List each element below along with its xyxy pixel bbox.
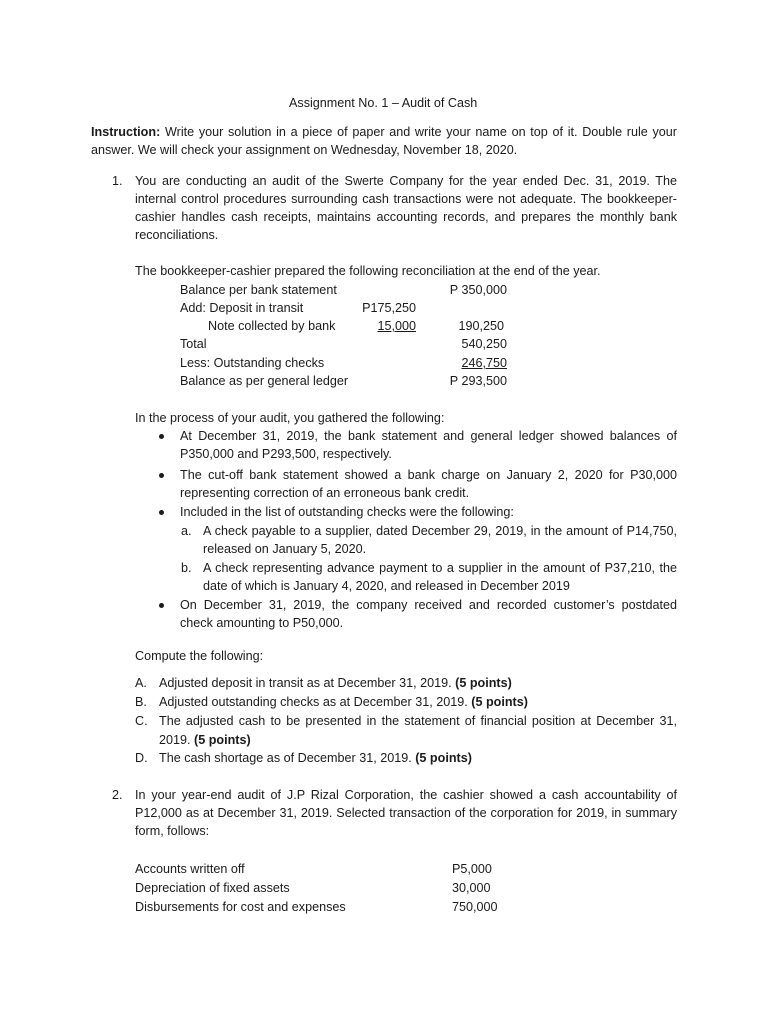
compute-item-text: Adjusted outstanding checks as at December 31, 2019.: [159, 695, 468, 709]
instruction-line-2: answer. We will check your assignment on Wednesday, November 18, 2020.: [91, 143, 518, 157]
bullet-1-line-2: P350,000 and P293,500, respectively.: [180, 447, 392, 461]
recon-amount: 540,250: [461, 337, 507, 351]
instruction-line-1: [91, 123, 677, 142]
points-label: (5 points): [471, 695, 528, 709]
q1-para-line-2: internal control procedures surrounding cash transactions were not adequate. The bookkeeper-: [135, 192, 677, 206]
points-label: (5 points): [455, 676, 512, 690]
recon-subamount: 15,000: [377, 319, 416, 333]
sub-item-a-line-2: released on January 5, 2020.: [203, 542, 367, 556]
compute-letter: C.: [135, 714, 148, 728]
q2-item-amount: 30,000: [452, 881, 491, 895]
recon-label: Add: Deposit in transit: [180, 301, 304, 315]
q1-para-line-3: cashier handles cash receipts, maintains accounting records, and prepares the monthly bank: [135, 210, 677, 224]
page-title: Assignment No. 1 – Audit of Cash: [289, 96, 478, 110]
recon-amount: P 350,000: [449, 283, 507, 297]
bullet-icon: [159, 434, 164, 439]
sub-item-b-line-2: date of which is January 4, 2020, and released in December 2019: [203, 579, 570, 593]
bullet-3-line-1: Included in the list of outstanding checks were the following:: [180, 505, 514, 519]
compute-item-c-line-2: [159, 731, 251, 750]
question-2-number: 2.: [112, 788, 123, 802]
q2-para-line-3: form, follows:: [135, 824, 210, 838]
gathered-intro: In the process of your audit, you gathered the following:: [135, 411, 445, 425]
bullet-4-line-1: On December 31, 2019, the company received and recorded customer’s postdated: [180, 598, 677, 612]
compute-letter: B.: [135, 695, 147, 709]
bullet-icon: [159, 510, 164, 515]
q1-para-line-4: reconciliations.: [135, 228, 219, 242]
compute-item-c-line-1: The adjusted cash to be presented in the statement of financial position at December 31,: [159, 714, 677, 728]
compute-item-text: Adjusted deposit in transit as at December 31, 2019.: [159, 676, 452, 690]
compute-item-d: [159, 749, 472, 768]
q2-item-amount: 750,000: [452, 900, 498, 914]
points-label: (5 points): [415, 751, 472, 765]
question-1-number: 1.: [112, 174, 123, 188]
q2-item-label: Disbursements for cost and expenses: [135, 900, 346, 914]
instruction-label: Instruction:: [91, 125, 161, 139]
recon-subamount: P175,250: [362, 301, 416, 315]
bullet-icon: [159, 603, 164, 608]
points-label: (5 points): [194, 733, 251, 747]
compute-item-text: 2019.: [159, 733, 191, 747]
q2-item-amount: P5,000: [452, 862, 492, 876]
bullet-4-line-2: check amounting to P50,000.: [180, 616, 344, 630]
sub-item-a-line-1: A check payable to a supplier, dated December 29, 2019, in the amount of P14,750,: [203, 524, 677, 538]
compute-item-text: The cash shortage as of December 31, 2019.: [159, 751, 412, 765]
bullet-1-line-1: At December 31, 2019, the bank statement and general ledger showed balances of: [180, 429, 677, 443]
compute-letter: D.: [135, 751, 148, 765]
recon-label: Balance as per general ledger: [180, 374, 349, 388]
recon-amount: 190,250: [458, 319, 504, 333]
recon-label: Total: [180, 337, 207, 351]
recon-intro: The bookkeeper-cashier prepared the following reconciliation at the end of the year.: [135, 264, 601, 278]
q2-para-line-1: In your year-end audit of J.P Rizal Corporation, the cashier showed a cash accountability of: [135, 788, 677, 802]
q1-para-line-1: You are conducting an audit of the Swerte Company for the year ended Dec. 31, 2019. The: [135, 174, 677, 188]
recon-amount: 246,750: [461, 356, 507, 370]
compute-intro: Compute the following:: [135, 649, 264, 663]
compute-item-a: [159, 674, 512, 693]
q2-item-label: Accounts written off: [135, 862, 245, 876]
sub-item-letter: a.: [181, 524, 192, 538]
sub-item-letter: b.: [181, 561, 192, 575]
compute-letter: A.: [135, 676, 147, 690]
recon-label: Less: Outstanding checks: [180, 356, 325, 370]
recon-label: Note collected by bank: [208, 319, 336, 333]
sub-item-b-line-1: A check representing advance payment to a supplier in the amount of P37,210, the: [203, 561, 677, 575]
q2-para-line-2: P12,000 as at December 31, 2019. Selected transaction of the corporation for 2019, in summary: [135, 806, 677, 820]
recon-label: Balance per bank statement: [180, 283, 337, 297]
bullet-2-line-1: The cut-off bank statement showed a bank charge on January 2, 2020 for P30,000: [180, 468, 677, 482]
recon-amount: P 293,500: [449, 374, 507, 388]
q2-item-label: Depreciation of fixed assets: [135, 881, 290, 895]
instruction-text: Write your solution in a piece of paper and write your name on top of it. Double rule your: [164, 125, 677, 139]
compute-item-b: [159, 693, 528, 712]
bullet-icon: [159, 473, 164, 478]
bullet-2-line-2: representing correction of an erroneous bank credit.: [180, 486, 470, 500]
